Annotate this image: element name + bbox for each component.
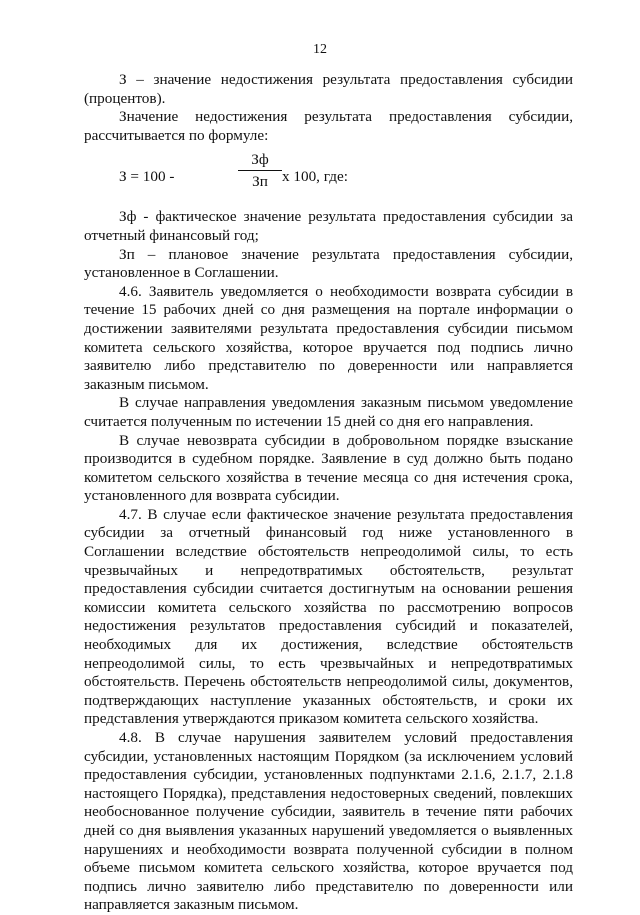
fraction-bar bbox=[238, 170, 282, 171]
paragraph-definition-zf: Зф - фактическое значение результата предоставления субсидии за отчетный финансовый год; bbox=[84, 208, 573, 244]
paragraph-notification: В случае направления уведомления заказным письмом уведомление считается полученным по истечении 15 дней со дня его направления. bbox=[84, 394, 573, 430]
paragraph-non-return: В случае невозврата субсидии в добровольном порядке взыскание производится в судебном порядке. Заявление в суд должно быть подано комитетом сельского хозяйства в течение месяца со дня истечения срока, установленного для возврата субсидии. bbox=[84, 431, 573, 505]
paragraph-definition-z: З – значение недостижения результата предоставления субсидии (процентов). bbox=[84, 71, 573, 107]
formula-numerator: Зф bbox=[251, 151, 269, 169]
document-body bbox=[84, 71, 573, 915]
formula-lhs: З = 100 - bbox=[119, 168, 175, 186]
formula-rhs: х 100, где: bbox=[282, 168, 348, 186]
formula bbox=[84, 147, 573, 202]
formula-denominator: Зп bbox=[252, 173, 268, 191]
page-number: 12 bbox=[313, 42, 327, 57]
paragraph-4-6: 4.6. Заявитель уведомляется о необходимости возврата субсидии в течение 15 рабочих дней со дня размещения на портале информации о достижении заявителями результата предоставления субсидии письмом комитета сельского хозяйства, которое вручается под подпись лично заявителю либо представителю по доверенности или направляется заказным письмом. bbox=[84, 282, 573, 393]
paragraph-4-8: 4.8. В случае нарушения заявителем условий предоставления субсидии, установленных настоящим Порядком (за исключением условий предоставления субсидии, установленных подпунктами 2.1.6, 2.1.7, 2.1.8 настоящего Порядка), представления недостоверных сведений, повлекших необоснованное получение субсидии, заявитель в течение пяти рабочих дней со дня выявления указанных нарушений уведомляется о выявленных нарушениях и необходимости возврата полученной субсидии в полном объеме письмом комитета сельского хозяйства, которое вручается под подпись лично заявителю либо представителю по доверенности или направляется заказным письмом. bbox=[84, 729, 573, 914]
paragraph-definition-zp: Зп – плановое значение результата предоставления субсидии, установленное в Соглашении. bbox=[84, 245, 573, 282]
formula-fraction bbox=[238, 151, 282, 191]
paragraph-formula-intro: Значение недостижения результата предоставления субсидии, рассчитывается по формуле: bbox=[84, 108, 573, 144]
paragraph-4-7: 4.7. В случае если фактическое значение результата предоставления субсидии за отчетный финансовый год ниже установленного в Соглашении вследствие обстоятельств непреодолимой силы, то есть чрезвычайных и непредотвратимых обстоятельств, результат предоставления субсидии считается достигнутым на основании решения комиссии комитета сельского хозяйства по рассмотрению вопросов недостижения результатов предоставления субсидий и показателей, необходимых для их достижения, вследствие обстоятельств непреодолимой силы, то есть чрезвычайных и непредотвратимых обстоятельств. Перечень обстоятельств непреодолимой силы, документов, подтверждающих наступление указанных обстоятельств, и сроки их представления утверждаются приказом комитета сельского хозяйства. bbox=[84, 505, 573, 728]
